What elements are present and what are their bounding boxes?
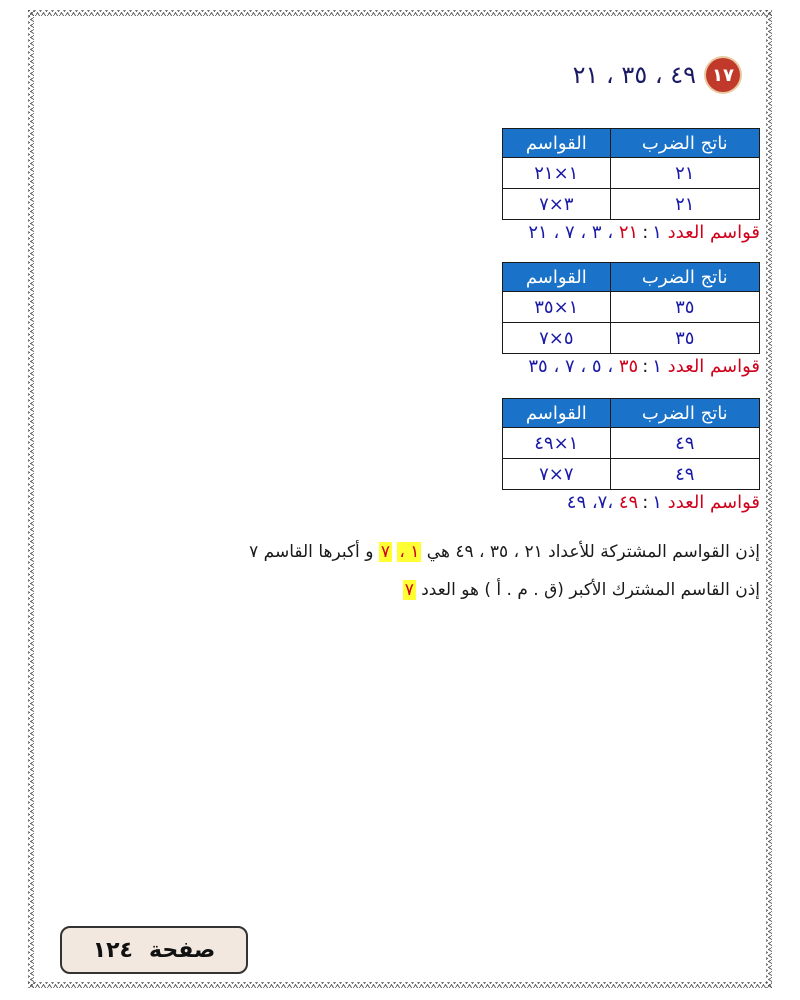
factor-table-21 bbox=[502, 128, 760, 220]
page-label: صفحة bbox=[149, 937, 216, 963]
cell-product: ٢١ bbox=[610, 189, 759, 220]
divisors-line-35 bbox=[528, 356, 760, 377]
page-number: ١٢٤ bbox=[92, 937, 133, 963]
divisors-label: قواسم العدد ٣٥ bbox=[618, 356, 760, 377]
problem-number-badge: ١٧ bbox=[706, 58, 740, 92]
header-factors: القواسم bbox=[503, 129, 611, 158]
cell-factors: ٥×٧ bbox=[503, 323, 611, 354]
header-product: ناتج الضرب bbox=[610, 263, 759, 292]
colon: : bbox=[642, 222, 649, 243]
divisors-line-21 bbox=[528, 222, 760, 243]
cell-product: ٤٩ bbox=[610, 459, 759, 490]
cell-factors: ١×٣٥ bbox=[503, 292, 611, 323]
divisors-line-49 bbox=[567, 492, 760, 513]
cell-factors: ٧×٧ bbox=[503, 459, 611, 490]
cell-product: ٢١ bbox=[610, 158, 759, 189]
highlight-1: ١ ، bbox=[399, 542, 420, 562]
cell-product: ٤٩ bbox=[610, 428, 759, 459]
statement-tail: و أكبرها القاسم ٧ bbox=[249, 542, 374, 562]
gcd-statement bbox=[403, 580, 760, 600]
divisors-label: قواسم العدد ٢١ bbox=[618, 222, 760, 243]
cell-factors: ٣×٧ bbox=[503, 189, 611, 220]
header-product: ناتج الضرب bbox=[610, 399, 759, 428]
colon: : bbox=[642, 356, 649, 377]
cell-product: ٣٥ bbox=[610, 323, 759, 354]
divisors-values: ١ ، ٥ ، ٧ ، ٣٥ bbox=[528, 356, 662, 377]
divisors-label: قواسم العدد ٤٩ bbox=[618, 492, 760, 513]
statement-text: إذن القواسم المشتركة للأعداد ٢١ ، ٣٥ ، ٤٩ هي bbox=[426, 542, 760, 562]
header-factors: القواسم bbox=[503, 399, 611, 428]
gcd-text: إذن القاسم المشترك الأكبر (ق . م . أ ) هو العدد bbox=[421, 580, 760, 600]
cell-factors: ١×٢١ bbox=[503, 158, 611, 189]
gcd-value: ٧ bbox=[404, 580, 414, 600]
common-divisors-statement bbox=[249, 542, 760, 562]
cell-factors: ١×٤٩ bbox=[503, 428, 611, 459]
problem-header bbox=[573, 58, 740, 92]
factor-table-35 bbox=[502, 262, 760, 354]
problem-numbers: ٤٩ ، ٣٥ ، ٢١ bbox=[572, 61, 696, 89]
header-product: ناتج الضرب bbox=[610, 129, 759, 158]
highlight-7: ٧ bbox=[380, 542, 390, 562]
page-number-box bbox=[60, 926, 248, 974]
colon: : bbox=[642, 492, 649, 513]
header-factors: القواسم bbox=[503, 263, 611, 292]
cell-product: ٣٥ bbox=[610, 292, 759, 323]
factor-table-49 bbox=[502, 398, 760, 490]
divisors-values: ١ ،٧، ٤٩ bbox=[566, 492, 662, 513]
divisors-values: ١ ، ٣ ، ٧ ، ٢١ bbox=[528, 222, 662, 243]
